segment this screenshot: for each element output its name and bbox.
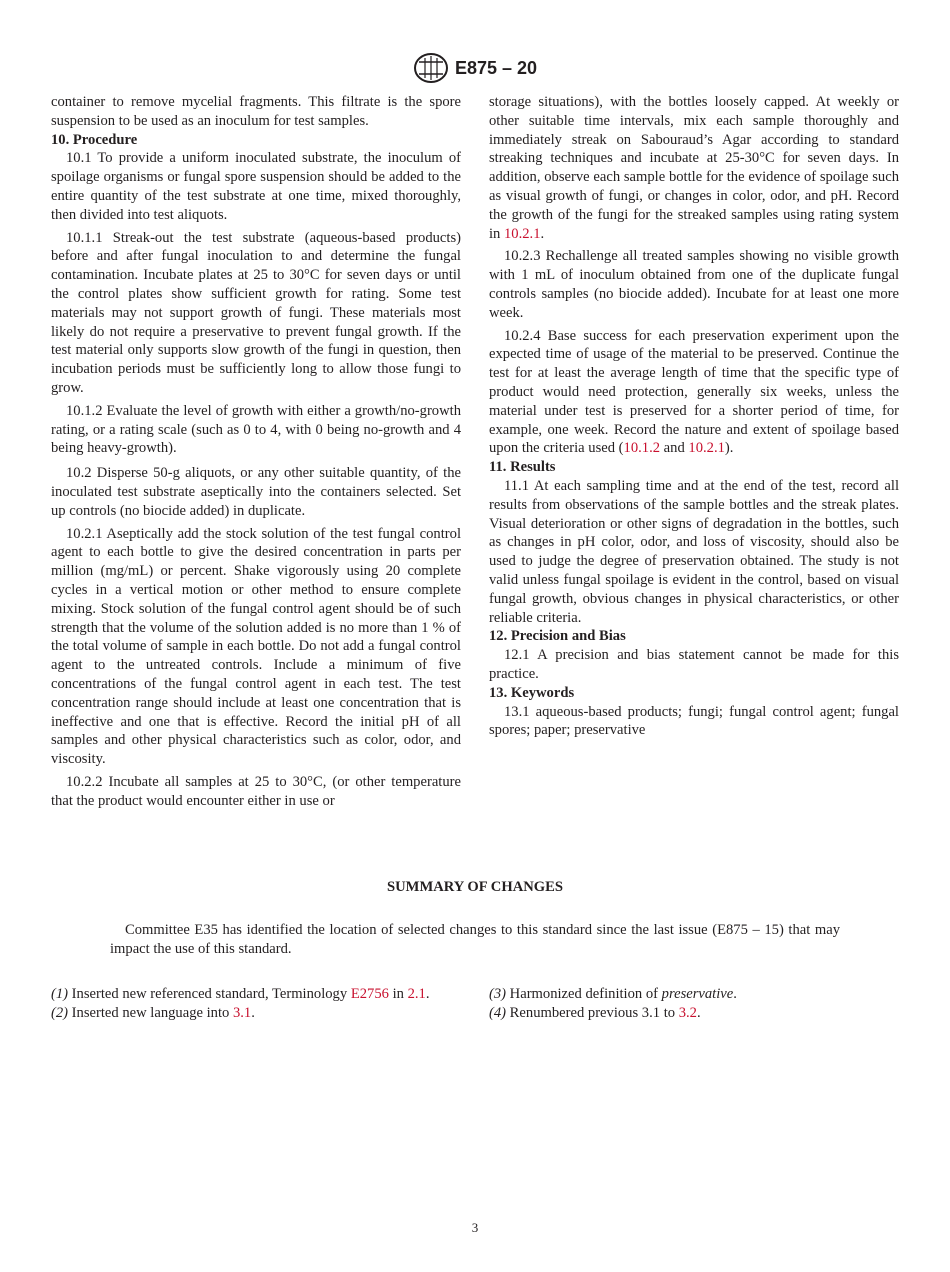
changes-list-right <box>489 985 899 1023</box>
section-heading-results: 11. Results <box>489 459 556 476</box>
ref-link-10-1-2[interactable]: 10.1.2 <box>623 440 661 457</box>
paragraph-10-2-1: 10.2.1 Aseptically add the stock solution of the test fungal control agent to each bottle to give the desired concentration in parts per million (mg/mL) or percent. Shake vigorously using 20 complete cycles in a vertical motion or other method to ensure complete mixing. Stock solution of the fungal control agent should be of such strength that the volume of the solution added is no more than 1 % of the total volume of sample in each bottle. Do not add a fungal control agent to the untreated controls. Include a minimum of five concentrations of the fungal control agent in each test. The test concentration range should include at least one concentration that is ineffective and one that is effective. Record the initial pH of all samples and other physical characteristics such as color, odor, and viscosity. <box>51 525 461 768</box>
paragraph-continued: storage situations), with the bottles loosely capped. At weekly or other suitable time intervals, mix each sample thoroughly and immediately streak on Sabouraud’s Agar according to standard streaking techniques and incubate at 25-30°C for seven days. In addition, observe each sample bottle for the evidence of spoilage such as visual growth of fungi, or changes in color, odor, and pH. Record the growth of the fungi for the streaked samples using rating system in 10.2.1. <box>489 94 899 242</box>
paragraph-10-2-4: 10.2.4 Base success for each preservation experiment upon the expected time of usage of the material to be preserved. Continue the test for at least the average length of time that the specific type of product would need protection, generally six weeks, unless the material under test is preserved for a shorter period of time, for example, one week. Record the nature and extent of spoilage based upon the criteria used (10.1.2 and 10.2.1). <box>489 327 899 457</box>
right-column <box>489 93 899 740</box>
summary-title: SUMMARY OF CHANGES <box>387 879 563 895</box>
ref-link-3-1[interactable]: 3.1 <box>232 1004 252 1021</box>
paragraph-10-1-1: 10.1.1 Streak-out the test substrate (aqueous-based products) before and after fungal inoculation to and determine the fungal contamination. Incubate plates at 25 to 30°C for seven days or until the control plates show sufficient growth for rating. Some test materials may not support growth of fungi. These materials most likely do not require a preservative to prevent fungal growth. If the test material only supports slow growth of the fungi in question, then incubation periods must be sufficiently long to allow those fungi to grow. <box>51 229 461 396</box>
astm-logo-icon <box>413 52 449 84</box>
ref-link-10-2-1[interactable]: 10.2.1 <box>504 225 541 242</box>
changes-list-left <box>51 985 461 1023</box>
paragraph: container to remove mycelial fragments. This filtrate is the spore suspension to be used as an inoculum for test samples. <box>51 94 461 129</box>
paragraph-13-1: 13.1 aqueous-based products; fungi; fungal control agent; fungal spores; paper; preservative <box>489 703 899 739</box>
paragraph-10-2-2: 10.2.2 Incubate all samples at 25 to 30°C, (or other temperature that the product would encounter either in use or <box>51 773 461 809</box>
page-number: 3 <box>471 1220 479 1235</box>
change-item: (2) Inserted new language into 3.1. <box>51 1004 255 1021</box>
section-heading-keywords: 13. Keywords <box>489 684 575 701</box>
left-column <box>51 93 461 810</box>
paragraph-12-1: 12.1 A precision and bias statement cannot be made for this practice. <box>489 647 899 682</box>
paragraph-10-1-2: 10.1.2 Evaluate the level of growth with either a growth/no-growth rating, or a rating scale (such as 0 to 4, with 0 being no-growth and 4 being heavy-growth). <box>51 402 461 457</box>
paragraph-10-1: 10.1 To provide a uniform inoculated substrate, the inoculum of spoilage organisms or fungal spore suspension should be added to the entire quantity of the test substrate at one time, mixed thoroughly, then divided into test aliquots. <box>51 150 461 223</box>
ref-link-10-2-1[interactable]: 10.2.1 <box>688 440 725 457</box>
document-id: E875 – 20 <box>454 57 538 78</box>
ref-link-3-2[interactable]: 3.2 <box>678 1004 697 1021</box>
section-heading-procedure: 10. Procedure <box>51 131 138 148</box>
section-heading-precision-bias: 12. Precision and Bias <box>489 628 626 645</box>
paragraph-11-1: 11.1 At each sampling time and at the end of the test, record all results from observations of the sample bottles and the streak plates. Visual deterioration or other signs of degradation in the bottles, such as changes in pH color, odor, and loss of viscosity, should also be used to judge the degree of preservation obtained. The study is not valid unless fungal spoilage is evident in the control, based on visual fungal growth, obvious changes in physical characteristics, or other reliable criteria. <box>489 477 899 626</box>
ref-link-e2756[interactable]: E2756 <box>350 986 389 1002</box>
paragraph-10-2-3: 10.2.3 Rechallenge all treated samples showing no visible growth with 1 mL of inoculum obtained from one of the duplicate fungal controls samples (no biocide added). Incubate for at least one more week. <box>489 248 899 321</box>
ref-link-2-1[interactable]: 2.1 <box>407 986 426 1002</box>
page-header <box>0 52 950 84</box>
summary-intro: Committee E35 has identified the location of selected changes to this standard since the last issue (E875 – 15) that may impact the use of this standard. <box>110 922 840 957</box>
paragraph-10-2: 10.2 Disperse 50-g aliquots, or any other suitable quantity, of the inoculated test substrate aseptically into the containers selected. Set up controls (no biocide added) in duplicate. <box>51 465 461 519</box>
change-item: (4) Renumbered previous 3.1 to 3.2. <box>489 1004 701 1021</box>
change-item: (3) Harmonized definition of preservative. <box>489 986 737 1002</box>
change-item: (1) Inserted new referenced standard, Terminology E2756 in 2.1. <box>51 986 430 1002</box>
